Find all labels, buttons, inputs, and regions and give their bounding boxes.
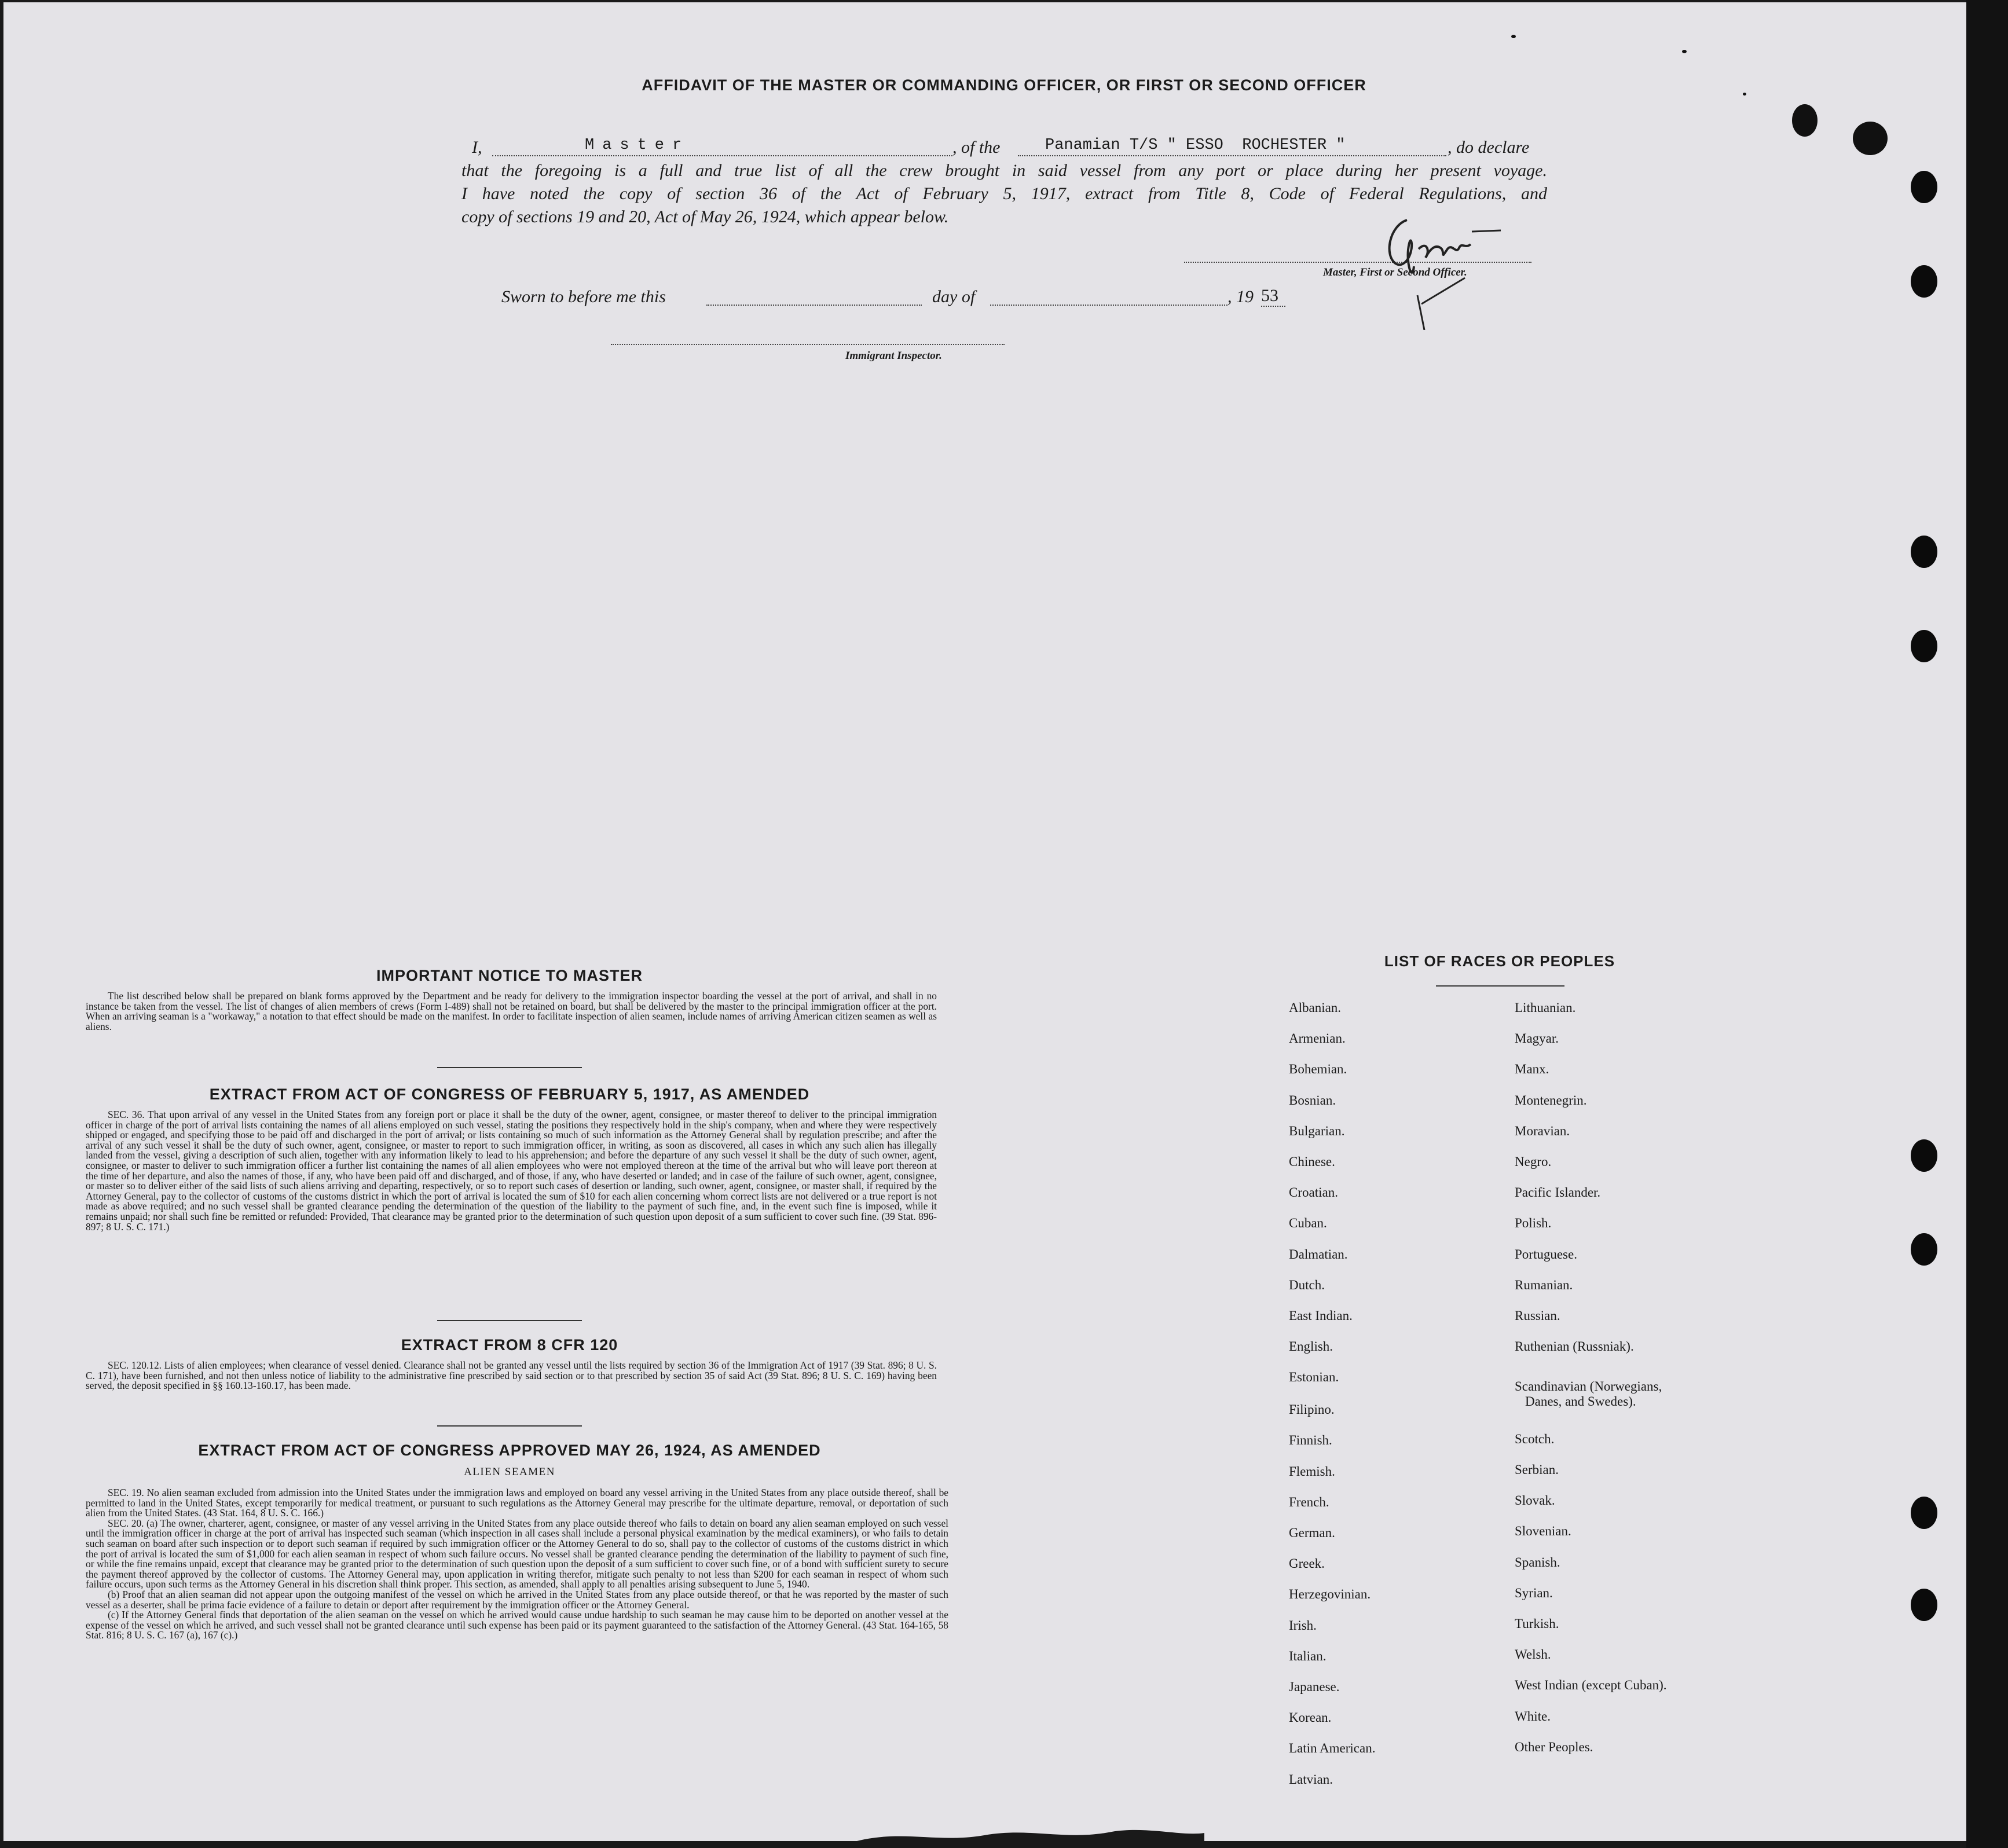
race-item: Danes, and Swedes). (1525, 1394, 1636, 1409)
inspector-caption: Immigrant Inspector. (845, 350, 942, 362)
year-value: 53 (1261, 286, 1285, 307)
extract-cfr-title: EXTRACT FROM 8 CFR 120 (401, 1336, 618, 1354)
race-item: French. (1289, 1495, 1329, 1509)
affidavit-of-the: , of the (952, 138, 1001, 157)
race-item: Bohemian. (1289, 1062, 1347, 1076)
race-item: Armenian. (1289, 1031, 1346, 1046)
extract-cfr-text (86, 1361, 937, 1391)
race-item: Syrian. (1515, 1586, 1553, 1600)
race-item: Slovak. (1515, 1493, 1555, 1508)
race-item: Pacific Islander. (1515, 1185, 1601, 1200)
race-item: Finnish. (1289, 1433, 1332, 1447)
race-item: East Indian. (1289, 1308, 1353, 1323)
punch-hole (1911, 1233, 1937, 1266)
race-item: White. (1515, 1709, 1551, 1724)
punch-hole (1911, 630, 1937, 662)
race-item: Cuban. (1289, 1216, 1327, 1230)
vessel-field-value: Panamian T/S " ESSO ROCHESTER " (1045, 137, 1346, 154)
race-item: Scandinavian (Norwegians, (1515, 1379, 1662, 1394)
race-item: Ruthenian (Russniak). (1515, 1339, 1634, 1354)
ink-speck (1511, 35, 1516, 38)
sworn-label: Sworn to before me this (501, 287, 666, 306)
punch-hole (1911, 1497, 1937, 1529)
race-item: Herzegovinian. (1289, 1587, 1371, 1601)
sec-20b-paragraph: (b) Proof that an alien seaman did not appear upon the outgoing manifest of the vessel on which he arrived in the United States from any place outside thereof, or that he was reported by the master of such vessel as a deserter, shall be prima facie evidence of a failure to detain or deport after requirement by the immigration officer or the Attorney General. (86, 1588, 948, 1611)
sworn-day-line (706, 305, 922, 306)
extract-1924-text (86, 1488, 948, 1641)
affidavit-body-line-2: I have noted the copy of section 36 of the Act of February 5, 1917, extract from Title 8, Code of Federal Regulations, and (461, 184, 1547, 203)
race-item: West Indian (except Cuban). (1515, 1678, 1667, 1692)
affidavit-body-line-1: that the foregoing is a full and true list of all the crew brought in said vessel from any port or place during her present voyage. (461, 161, 1547, 180)
race-item: Flemish. (1289, 1464, 1335, 1479)
inspector-signature-line (611, 344, 1005, 345)
sec-120-12-paragraph: SEC. 120.12. Lists of alien employees; when clearance of vessel denied. Clearance shall not be granted any vessel until the lists required by section 36 of the Immigration Act of 1917 (39 Stat. 896; 8 U. S. C. 171), have been furnished, and not then unless notice of liability to the administrative fine prescribed by said section or to that prescribed by section 35 of said Act (39 Stat. 896; 8 U. S. C. 169) having been served, the deposit specified in §§ 160.13-160.17, has been made. (86, 1359, 937, 1392)
sec-20a-paragraph: SEC. 20. (a) The owner, charterer, agent, consignee, or master of any vessel arriving in the United States from any place outside thereof who fails to detain on board any alien seaman employed on such vessel until the immigration officer in charge at the port of arrival has inspected such seaman (which inspection in all cases shall include a personal physical examination by the medical examiners), or who fails to detain such seaman on board after such inspection or to deport such seaman if required by such immigration officer or the Attorney General to do so, shall pay to the collector of customs of the customs district in which the port of arrival is located the sum of $1,000 for each alien seaman in respect of whom such failure occurs. No vessel shall be granted clearance pending the determination of the liability to payment of such fine, or while the fine remains unpaid, except that clearance may be granted prior to the determination of such question upon the deposit of a sum sufficient to cover such fine, or of a bond with sufficient surety to secure the payment thereof approved by the collector of customs. The Attorney General may, upon application in writing therefor, mitigate such penalty to not less than $200 for each seaman in respect of whom such failure occurs, upon such terms as the Attorney General in his discretion shall think proper. This section, as amended, shall apply to all penalties arising subsequent to June 5, 1940. (86, 1517, 948, 1590)
punch-hole (1911, 265, 1937, 298)
race-item: Lithuanian. (1515, 1000, 1576, 1015)
race-item: Estonian. (1289, 1370, 1339, 1384)
race-item: Croatian. (1289, 1185, 1338, 1200)
year-prefix: , 19 (1227, 287, 1254, 306)
officer-field-line (492, 155, 952, 156)
race-item: Latin American. (1289, 1741, 1376, 1755)
race-item: Italian. (1289, 1649, 1327, 1663)
race-item: Russian. (1515, 1308, 1560, 1323)
officer-field-value: Master (585, 137, 690, 154)
section-divider (437, 1320, 582, 1321)
race-item: Greek. (1289, 1556, 1325, 1571)
race-item: Rumanian. (1515, 1278, 1573, 1292)
punch-hole (1911, 1589, 1937, 1621)
races-divider (1436, 985, 1564, 987)
race-item: Polish. (1515, 1216, 1552, 1230)
race-item: Bulgarian. (1289, 1124, 1345, 1138)
affidavit-title: AFFIDAVIT OF THE MASTER OR COMMANDING OFFICER, OR FIRST OR SECOND OFFICER (642, 76, 1366, 94)
race-item: Chinese. (1289, 1154, 1335, 1169)
race-item: Scotch. (1515, 1432, 1555, 1446)
race-item: Filipino. (1289, 1402, 1335, 1417)
race-item: Serbian. (1515, 1462, 1559, 1477)
extract-1917-title: EXTRACT FROM ACT OF CONGRESS OF FEBRUARY 5, 1917, AS AMENDED (209, 1086, 810, 1103)
punch-hole (1911, 536, 1937, 568)
race-item: Welsh. (1515, 1647, 1551, 1662)
signature-caption: Master, First or Second Officer. (1323, 266, 1467, 278)
ink-blot (1792, 104, 1818, 137)
race-item: German. (1289, 1526, 1335, 1540)
day-of-label: day of (932, 287, 976, 306)
section-divider (437, 1425, 582, 1427)
race-item: Magyar. (1515, 1031, 1559, 1046)
ink-speck (1682, 50, 1687, 53)
race-item: Japanese. (1289, 1680, 1340, 1694)
punch-hole (1911, 1139, 1937, 1172)
notice-paragraph: The list described below shall be prepared on blank forms approved by the Department and be ready for delivery to the immigration inspector boarding the vessel at the port of arrival, and shall in no instance be taken from the vessel. The list of changes of alien members of crews (Form I-489) shall not be retained on board, but shall be delivered by the master to the principal immigration officer at the port. When an arriving seaman is a "workaway," a notation to that effect should be made on the manifest. In order to facilitate inspection of alien seamen, include names of arriving American citizen seamen as well as aliens. (86, 990, 937, 1032)
race-item: Portuguese. (1515, 1247, 1577, 1262)
sworn-month-line (990, 305, 1227, 306)
extract-1917-text (86, 1110, 937, 1232)
race-item: Albanian. (1289, 1000, 1342, 1015)
races-title: LIST OF RACES OR PEOPLES (1384, 952, 1615, 970)
race-item: Spanish. (1515, 1555, 1560, 1570)
race-item: Manx. (1515, 1062, 1549, 1076)
scan-edge (1966, 0, 2008, 1848)
race-item: Slovenian. (1515, 1524, 1571, 1538)
affidavit-i-label: I, (472, 138, 482, 157)
race-item: English. (1289, 1339, 1333, 1354)
race-item: Dutch. (1289, 1278, 1325, 1292)
race-item: Negro. (1515, 1154, 1552, 1169)
ink-blot (1853, 122, 1888, 155)
vessel-field-line (1018, 155, 1446, 156)
section-divider (437, 1067, 582, 1068)
extract-1924-title: EXTRACT FROM ACT OF CONGRESS APPROVED MAY 26, 1924, AS AMENDED (198, 1442, 821, 1459)
race-item: Dalmatian. (1289, 1247, 1348, 1262)
affidavit-body-line-3: copy of sections 19 and 20, Act of May 26, 1924, which appear below. (461, 207, 949, 226)
affidavit-do-declare: , do declare (1448, 138, 1530, 157)
sec-20c-paragraph: (c) If the Attorney General finds that deportation of the alien seaman on the vessel on which he arrived would cause undue hardship to such seaman he may cause him to be deported on another vessel at the expense of the vessel on which he arrived, and such vessel shall not be granted clearance until such expense has been paid or its payment guaranteed to the satisfaction of the Attorney General. (43 Stat. 164-165, 58 Stat. 816; 8 U. S. C. 167 (a), 167 (c).) (86, 1609, 948, 1641)
torn-bottom-edge (857, 1824, 1204, 1848)
race-item: Montenegrin. (1515, 1093, 1587, 1108)
race-item: Irish. (1289, 1618, 1317, 1633)
notice-text (86, 991, 937, 1032)
race-item: Turkish. (1515, 1616, 1559, 1631)
alien-seamen-subtitle: ALIEN SEAMEN (464, 1466, 555, 1478)
race-item: Bosnian. (1289, 1093, 1336, 1108)
sec-36-paragraph: SEC. 36. That upon arrival of any vessel in the United States from any foreign port or place it shall be the duty of the owner, agent, consignee, or master thereof to deliver to the principal immigration officer in charge of the port of arrival lists containing the names of all aliens employed on such vessel, stating the positions they respectively hold in the ship's company, when and where they were respectively shipped or engaged, and specifying those to be paid off and discharged in the port of arrival; or lists containing so much of such information as the Attorney General shall by regulation prescribe; and after the arrival of any such vessel it shall be the duty of such owner, agent, consignee, or master to report to such immigration officer, in writing, as soon as discovered, all cases in which any such alien has illegally landed from the vessel, giving a description of such alien, together with any information likely to lead to his apprehension; and before the departure of any such vessel it shall be the duty of such owner, agent, consignee, or master to deliver to such immigration officer a further list containing the names of all alien employees who were not employed thereon at the time of the arrival but who will leave port thereon at the time of her departure, and also the names of those, if any, who have been paid off and discharged, and of those, if any, who have deserted or landed; and in case of the failure of such owner, agent, consignee, or master so to deliver either of the said lists of such aliens arriving and departing, respectively, or so to report such cases of desertion or landing, such owner, agent, consignee, or master shall, if required by the Attorney General, pay to the collector of customs of the customs district in which the port of arrival is located the sum of $10 for each alien concerning whom correct lists are not delivered or a true report is not made as above required; and no such vessel shall be granted clearance pending the determination of the question of the liability to the payment of such fine, and, in the event such fine is imposed, while it remains unpaid; nor shall such fine be remitted or refunded: Provided, That clearance may be granted prior to the determination of such question upon deposit of a sum sufficient to cover such fine. (39 Stat. 896-897; 8 U. S. C. 171.) (86, 1109, 937, 1233)
race-item: Moravian. (1515, 1124, 1570, 1138)
notice-title: IMPORTANT NOTICE TO MASTER (376, 967, 643, 984)
race-item: Korean. (1289, 1710, 1332, 1725)
race-item: Latvian. (1289, 1772, 1333, 1787)
race-item: Other Peoples. (1515, 1740, 1593, 1754)
sec-19-paragraph: SEC. 19. No alien seaman excluded from admission into the United States under the immigration laws and employed on board any vessel arriving in the United States from any place outside thereof, shall be permitted to land in the United States, except temporarily for medical treatment, or pursuant to such regulations as the Attorney General may prescribe for the ultimate departure, removal, or deportation of such alien from the United States. (43 Stat. 164, 8 U. S. C. 166.) (86, 1487, 948, 1519)
punch-hole (1911, 171, 1937, 203)
